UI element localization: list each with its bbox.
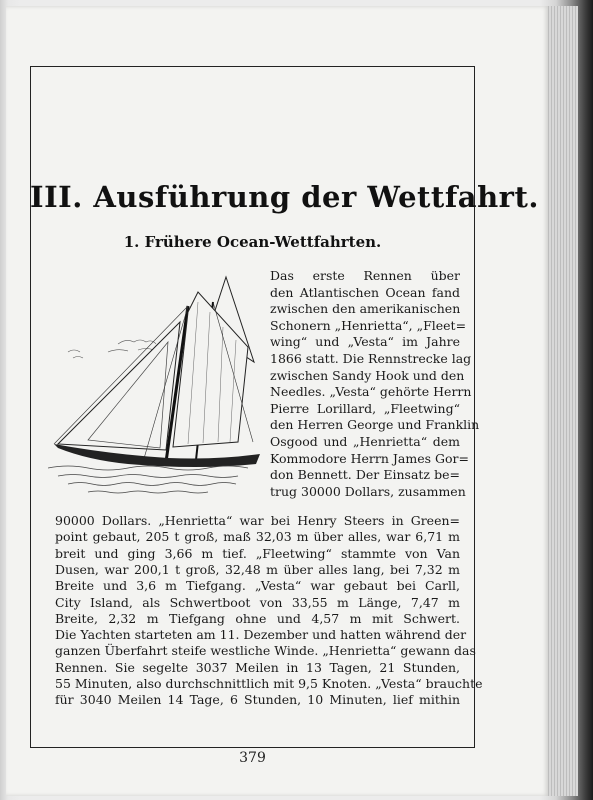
text-line: Schonern „Henrietta“, „Fleet= (270, 317, 467, 333)
text-line: wing“ und „Vesta“ im Jahre (270, 334, 460, 350)
text-line: Breite und 3,6 m Tiefgang. „Vesta“ war gebaut bei Carll, (55, 578, 460, 594)
text-line: Die Yachten starteten am 11. Dezember und hatten während der (55, 627, 467, 643)
text-line: Das erste Rennen über (270, 268, 460, 283)
text-line: Dusen, war 200,1 t groß, 32,48 m über alles lang, bei 7,32 m (55, 561, 460, 577)
text-line: 55 Minuten, also durchschnittlich mit 9,5 Knoten. „Vesta“ brauchte (55, 676, 483, 691)
sailing-schooner-illustration (48, 272, 266, 500)
text-line: Rennen. Sie segelte 3037 Meilen in 13 Tagen, 21 Stunden, (55, 659, 460, 675)
text-line: zwischen Sandy Hook und den (270, 367, 465, 383)
text-line: point gebaut, 205 t groß, maß 32,03 m über alles, war 6,71 m (55, 529, 460, 545)
text-line: den Herren George und Franklin (270, 417, 480, 433)
text-line: zwischen den amerikanischen (270, 301, 461, 317)
text-line: City Island, als Schwertboot von 33,55 m Länge, 7,47 m (55, 594, 460, 610)
text-line: 1866 statt. Die Rennstrecke lag (270, 351, 472, 366)
text-line: Pierre Lorillard, „Fleetwing“ (270, 400, 460, 416)
chapter-title: III. Ausführung der Wettfahrt. (30, 180, 539, 214)
page-number: 379 (239, 750, 266, 766)
text-line: ganzen Überfahrt steife westliche Winde. „Henrietta“ gewann das (55, 643, 476, 659)
section-title: 1. Frühere Ocean-Wettfahrten. (123, 233, 382, 251)
text-line: trug 30000 Dollars, zusammen (270, 483, 466, 499)
text-line: Kommodore Herrn James Gor= (270, 450, 469, 466)
text-line: den Atlantischen Ocean fand (270, 284, 460, 300)
text-line: don Bennett. Der Einsatz be= (270, 467, 460, 483)
text-line: Needles. „Vesta“ gehörte Herrn (270, 384, 472, 400)
text-line: Osgood und „Henrietta“ dem (270, 434, 460, 449)
text-line: für 3040 Meilen 14 Tage, 6 Stunden, 10 Minuten, lief mithin (55, 692, 460, 708)
text-line: breit und ging 3,66 m tief. „Fleetwing“ stammte von Van (55, 545, 460, 561)
text-line: Breite, 2,32 m Tiefgang ohne und 4,57 m mit Schwert. (55, 610, 460, 626)
text-line: 90000 Dollars. „Henrietta“ war bei Henry Steers in Green= (55, 513, 460, 528)
page-edges (548, 6, 578, 796)
